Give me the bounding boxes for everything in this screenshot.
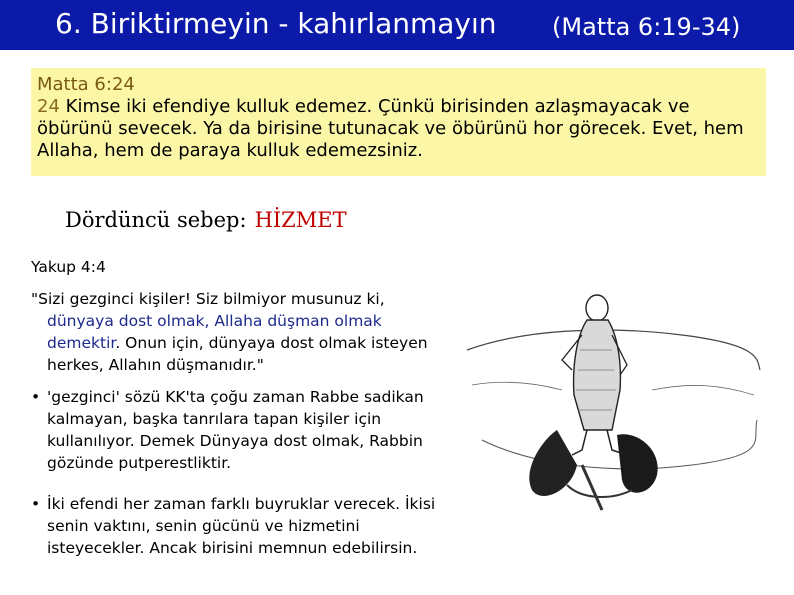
scripture-reference: Yakup 4:4 — [31, 258, 106, 276]
title-reference: (Matta 6:19-34) — [552, 13, 741, 41]
section-label: Dördüncü sebep: — [65, 208, 247, 232]
scripture-quote — [31, 288, 451, 376]
verse-text: Kimse iki efendiye kulluk edemez. Çünkü birisinden azlaşmayacak ve öbürünü sevecek. Ya da birisine tutunacak ve öbürünü hor görecek. Evet, hem Allaha, hem de paraya kulluk edemezsiniz. — [37, 96, 744, 161]
title-bar — [0, 0, 794, 50]
quote-highlight: dünyaya dost olmak, Allaha düşman olmak demektir — [47, 312, 382, 352]
quote-intro: "Sizi gezginci kişiler! Siz bilmiyor musunuz ki, — [31, 290, 385, 308]
slide-title: 6. Biriktirmeyin - kahırlanmayın — [55, 7, 497, 40]
bullet-icon: • — [31, 388, 41, 406]
list-item — [31, 386, 451, 474]
section-highlight: HİZMET — [254, 208, 347, 232]
list-item — [31, 493, 451, 559]
verse-number: 24 — [37, 96, 60, 117]
verse-reference: Matta 6:24 — [37, 74, 135, 95]
verse-box — [31, 68, 766, 176]
bullet-text: 'gezginci' sözü KK'ta çoğu zaman Rabbe sadikan kalmayan, başka tanrılara tapan kişiler için kullanılıyor. Demek Dünyaya dost olmak, Rabbin gözünde putperestliktir. — [47, 388, 424, 472]
bullet-icon: • — [31, 495, 41, 513]
bullet-list — [31, 386, 451, 559]
quote-rest: . Onun için, dünyaya dost olmak isteyen herkes, Allahın düşmanıdır." — [47, 334, 428, 374]
bullet-text: İki efendi her zaman farklı buyruklar verecek. İkisi senin vaktını, senin gücünü ve hizmetini isteyecekler. Ancak birisini memnun edebilirsin. — [47, 495, 436, 557]
body-text — [31, 256, 451, 578]
man-at-crossroads-sketch-icon — [462, 290, 762, 530]
section-heading — [65, 206, 347, 234]
